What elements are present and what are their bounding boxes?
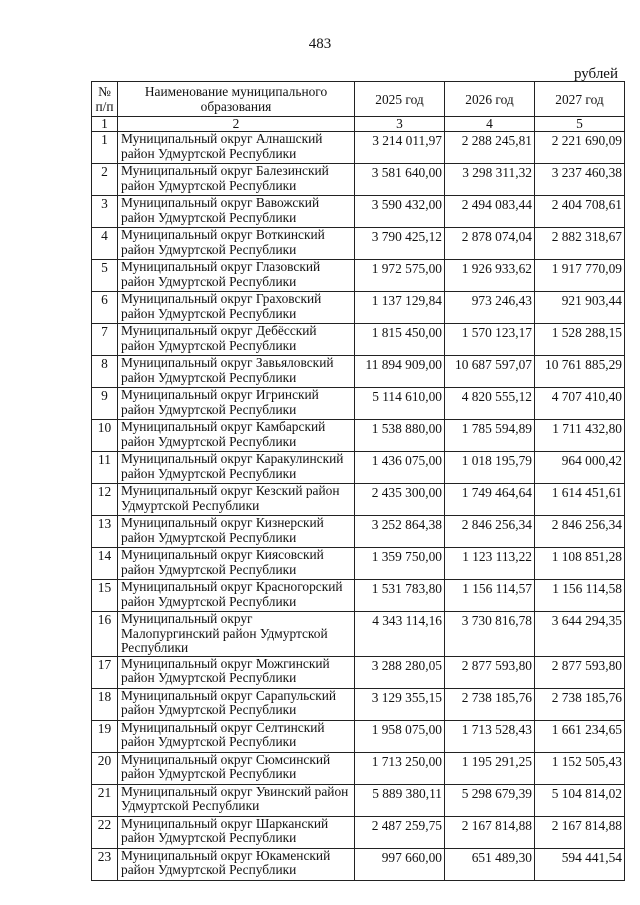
table-row [92,548,625,580]
value-2025: 3 590 432,00 [355,196,445,228]
municipality-name: Муниципальный округ Игринский район Удмуртской Республики [118,388,355,420]
municipality-name: Муниципальный округ Балезинский район Удмуртской Республики [118,164,355,196]
municipality-name: Муниципальный округ Сюмсинский район Удмуртской Республики [118,752,355,784]
header-2025: 2025 год [355,82,445,117]
value-2025: 1 436 075,00 [355,452,445,484]
value-2025: 1 815 450,00 [355,324,445,356]
row-number: 20 [92,752,118,784]
value-2026: 1 123 113,22 [445,548,535,580]
municipality-name: Муниципальный округ Граховский район Удмуртской Республики [118,292,355,324]
header-2026: 2026 год [445,82,535,117]
table-row [92,260,625,292]
value-2026: 3 298 311,32 [445,164,535,196]
value-2027: 1 528 288,15 [535,324,625,356]
value-2026: 1 785 594,89 [445,420,535,452]
value-2027: 2 882 318,67 [535,228,625,260]
table-row [92,388,625,420]
header-num: № п/п [92,82,118,117]
municipality-name: Муниципальный округ Можгинский район Удмуртской Республики [118,656,355,688]
row-number: 6 [92,292,118,324]
table-row [92,848,625,880]
municipality-name: Муниципальный округ Дебёсский район Удмуртской Республики [118,324,355,356]
table-row [92,612,625,657]
municipality-name: Муниципальный округ Завьяловский район Удмуртской Республики [118,356,355,388]
value-2027: 2 846 256,34 [535,516,625,548]
table-row [92,420,625,452]
value-2027: 2 877 593,80 [535,656,625,688]
row-number: 5 [92,260,118,292]
value-2027: 921 903,44 [535,292,625,324]
value-2025: 11 894 909,00 [355,356,445,388]
value-2026: 1 926 933,62 [445,260,535,292]
table-index-row [92,117,625,132]
value-2027: 3 644 294,35 [535,612,625,657]
value-2027: 1 917 770,09 [535,260,625,292]
value-2026: 1 018 195,79 [445,452,535,484]
municipality-name: Муниципальный округ Глазовский район Удмуртской Республики [118,260,355,292]
table-row [92,484,625,516]
row-number: 21 [92,784,118,816]
municipality-name: Муниципальный округ Селтинский район Удмуртской Республики [118,720,355,752]
value-2025: 4 343 114,16 [355,612,445,657]
table-body [92,132,625,881]
municipality-name: Муниципальный округ Красногорский район Удмуртской Республики [118,580,355,612]
municipality-name: Муниципальный округ Шарканский район Удмуртской Республики [118,816,355,848]
value-2027: 5 104 814,02 [535,784,625,816]
value-2025: 5 889 380,11 [355,784,445,816]
table-header-row [92,82,625,117]
row-number: 22 [92,816,118,848]
value-2027: 1 108 851,28 [535,548,625,580]
table-row [92,720,625,752]
value-2025: 997 660,00 [355,848,445,880]
value-2025: 1 958 075,00 [355,720,445,752]
row-number: 19 [92,720,118,752]
table-row [92,228,625,260]
index-cell: 4 [445,117,535,132]
value-2026: 1 749 464,64 [445,484,535,516]
value-2027: 3 237 460,38 [535,164,625,196]
value-2025: 1 713 250,00 [355,752,445,784]
municipality-name: Муниципальный округ Воткинский район Удмуртской Республики [118,228,355,260]
municipality-name: Муниципальный округ Вавожский район Удмуртской Республики [118,196,355,228]
table-row [92,356,625,388]
value-2027: 2 738 185,76 [535,688,625,720]
table-row [92,164,625,196]
value-2026: 2 877 593,80 [445,656,535,688]
row-number: 3 [92,196,118,228]
value-2027: 2 167 814,88 [535,816,625,848]
value-2027: 2 221 690,09 [535,132,625,164]
page-number: 483 [308,36,332,52]
value-2025: 1 359 750,00 [355,548,445,580]
value-2025: 3 581 640,00 [355,164,445,196]
table-row [92,516,625,548]
row-number: 23 [92,848,118,880]
value-2025: 3 214 011,97 [355,132,445,164]
municipality-name: Муниципальный округ Юкаменский район Удмуртской Республики [118,848,355,880]
row-number: 13 [92,516,118,548]
value-2026: 2 846 256,34 [445,516,535,548]
value-2025: 1 972 575,00 [355,260,445,292]
row-number: 7 [92,324,118,356]
value-2026: 2 738 185,76 [445,688,535,720]
value-2025: 2 487 259,75 [355,816,445,848]
units-label: рублей [573,66,618,82]
value-2026: 2 878 074,04 [445,228,535,260]
value-2027: 1 614 451,61 [535,484,625,516]
municipality-name: Муниципальный округ Кизнерский район Удмуртской Республики [118,516,355,548]
row-number: 1 [92,132,118,164]
row-number: 9 [92,388,118,420]
value-2026: 2 494 083,44 [445,196,535,228]
value-2025: 3 790 425,12 [355,228,445,260]
row-number: 14 [92,548,118,580]
value-2026: 1 195 291,25 [445,752,535,784]
value-2025: 1 538 880,00 [355,420,445,452]
value-2027: 1 711 432,80 [535,420,625,452]
value-2026: 2 288 245,81 [445,132,535,164]
table-row [92,688,625,720]
row-number: 15 [92,580,118,612]
value-2027: 1 152 505,43 [535,752,625,784]
value-2025: 1 531 783,80 [355,580,445,612]
value-2027: 2 404 708,61 [535,196,625,228]
table-row [92,580,625,612]
table-row [92,752,625,784]
table-row [92,196,625,228]
table-row [92,132,625,164]
municipality-name: Муниципальный округ Киясовский район Удмуртской Республики [118,548,355,580]
table-row [92,292,625,324]
value-2025: 5 114 610,00 [355,388,445,420]
row-number: 8 [92,356,118,388]
value-2027: 964 000,42 [535,452,625,484]
row-number: 11 [92,452,118,484]
table-row [92,784,625,816]
value-2026: 1 570 123,17 [445,324,535,356]
value-2027: 1 156 114,58 [535,580,625,612]
value-2025: 2 435 300,00 [355,484,445,516]
row-number: 18 [92,688,118,720]
index-cell: 2 [118,117,355,132]
row-number: 2 [92,164,118,196]
value-2025: 1 137 129,84 [355,292,445,324]
value-2026: 651 489,30 [445,848,535,880]
municipality-name: Муниципальный округ Каракулинский район Удмуртской Республики [118,452,355,484]
value-2026: 2 167 814,88 [445,816,535,848]
value-2026: 5 298 679,39 [445,784,535,816]
table-row [92,324,625,356]
value-2026: 4 820 555,12 [445,388,535,420]
value-2025: 3 252 864,38 [355,516,445,548]
budget-table [91,81,625,881]
table-row [92,452,625,484]
value-2025: 3 288 280,05 [355,656,445,688]
row-number: 16 [92,612,118,657]
row-number: 12 [92,484,118,516]
value-2026: 10 687 597,07 [445,356,535,388]
header-2027: 2027 год [535,82,625,117]
value-2026: 1 713 528,43 [445,720,535,752]
index-cell: 5 [535,117,625,132]
value-2027: 1 661 234,65 [535,720,625,752]
index-cell: 1 [92,117,118,132]
value-2026: 1 156 114,57 [445,580,535,612]
value-2026: 3 730 816,78 [445,612,535,657]
municipality-name: Муниципальный округ Кезский район Удмуртской Республики [118,484,355,516]
value-2025: 3 129 355,15 [355,688,445,720]
municipality-name: Муниципальный округ Алнашский район Удмуртской Республики [118,132,355,164]
index-cell: 3 [355,117,445,132]
row-number: 4 [92,228,118,260]
table-row [92,656,625,688]
row-number: 10 [92,420,118,452]
row-number: 17 [92,656,118,688]
municipality-name: Муниципальный округ Камбарский район Удмуртской Республики [118,420,355,452]
municipality-name: Муниципальный округ Увинский район Удмуртской Республики [118,784,355,816]
value-2027: 594 441,54 [535,848,625,880]
header-name: Наименование муниципального образования [118,82,355,117]
table-row [92,816,625,848]
value-2027: 4 707 410,40 [535,388,625,420]
municipality-name: Муниципальный округ Сарапульский район Удмуртской Республики [118,688,355,720]
value-2026: 973 246,43 [445,292,535,324]
value-2027: 10 761 885,29 [535,356,625,388]
municipality-name: Муниципальный округ Малопургинский район Удмуртской Республики [118,612,355,657]
